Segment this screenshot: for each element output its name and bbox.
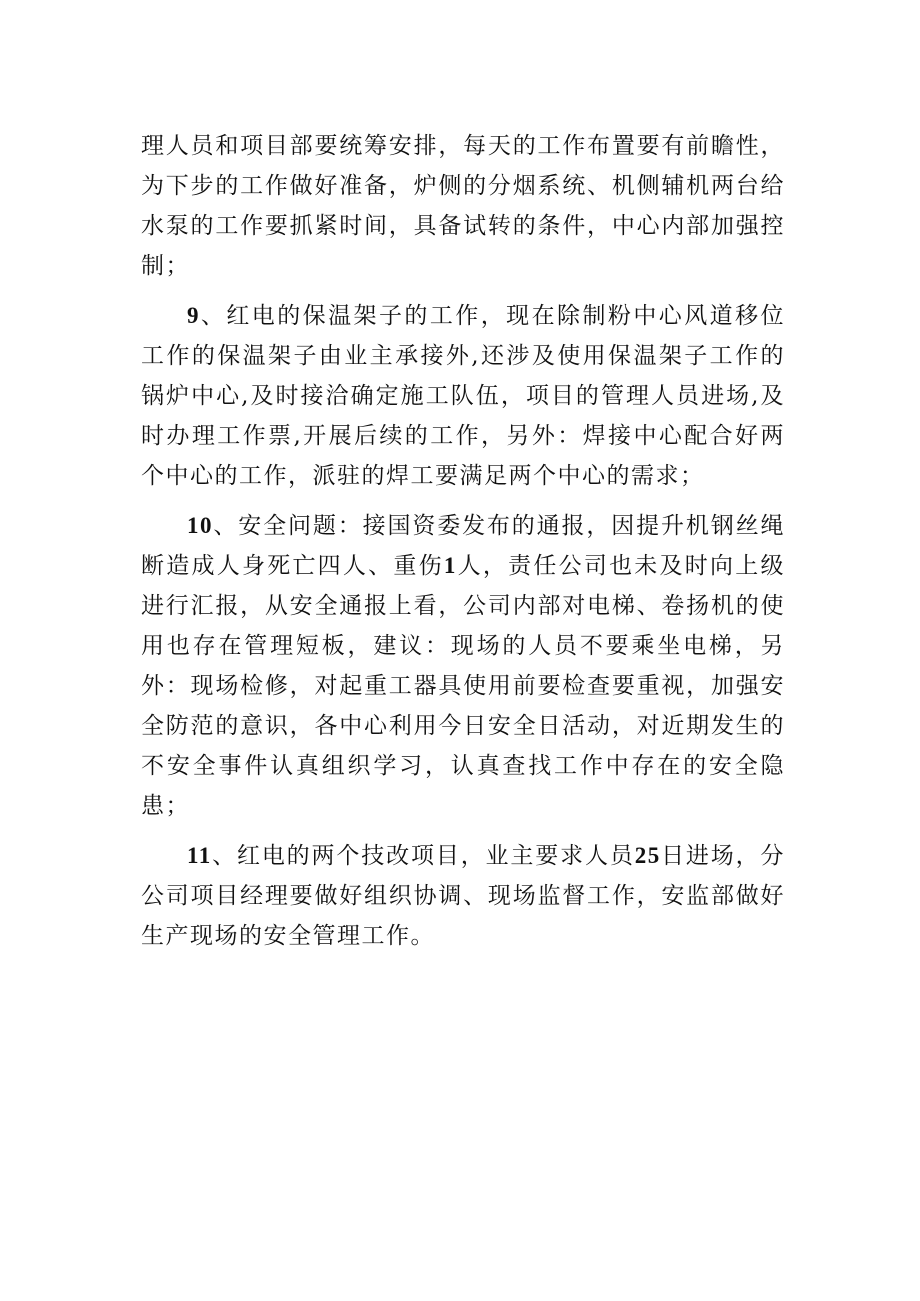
- paragraph-continuation: [141, 126, 785, 286]
- inline-number: 1: [443, 553, 457, 578]
- item-number: 9: [187, 303, 200, 328]
- paragraph-item-9: [141, 296, 785, 496]
- paragraph-text: 、红电的两个技改项目，业主要求人员: [211, 843, 635, 869]
- paragraph-item-11: [141, 836, 785, 956]
- paragraph-text: 、红电的保温架子的工作，现在除制粉中心风道移位工作的保温架子由业主承接外,还涉及使用保温架子工作的锅炉中心,及时接洽确定施工队伍，项目的管理人员进场,及时办理工作票,开展后续的工作，另外：焊接中心配合好两个中心的工作，派驻的焊工要满足两个中心的需求；: [141, 303, 785, 489]
- paragraph-text: 理人员和项目部要统筹安排，每天的工作布置要有前瞻性，为下步的工作做好准备，炉侧的分烟系统、机侧辅机两台给水泵的工作要抓紧时间，具备试转的条件，中心内部加强控制；: [141, 133, 785, 279]
- paragraph-text: 日进场，分公司项目经理要做好组织协调、现场监督工作，安监部做好生产现场的安全管理工作。: [141, 843, 785, 949]
- item-number: 10: [187, 513, 213, 538]
- inline-number: 25: [634, 843, 661, 868]
- paragraph-item-10: [141, 506, 785, 826]
- paragraph-text: 、安全问题：接国资委发布的通报，因提升机钢丝绳断造成人身死亡四人、重伤: [141, 513, 785, 579]
- item-number: 11: [187, 843, 212, 868]
- document-body: [141, 126, 785, 966]
- paragraph-text: 人，责任公司也未及时向上级进行汇报，从安全通报上看，公司内部对电梯、卷扬机的使用也存在管理短板，建议：现场的人员不要乘坐电梯，另外：现场检修，对起重工器具使用前要检查要重视，加强安全防范的意识，各中心利用今日安全日活动，对近期发生的不安全事件认真组织学习，认真查找工作中存在的安全隐患；: [141, 553, 786, 819]
